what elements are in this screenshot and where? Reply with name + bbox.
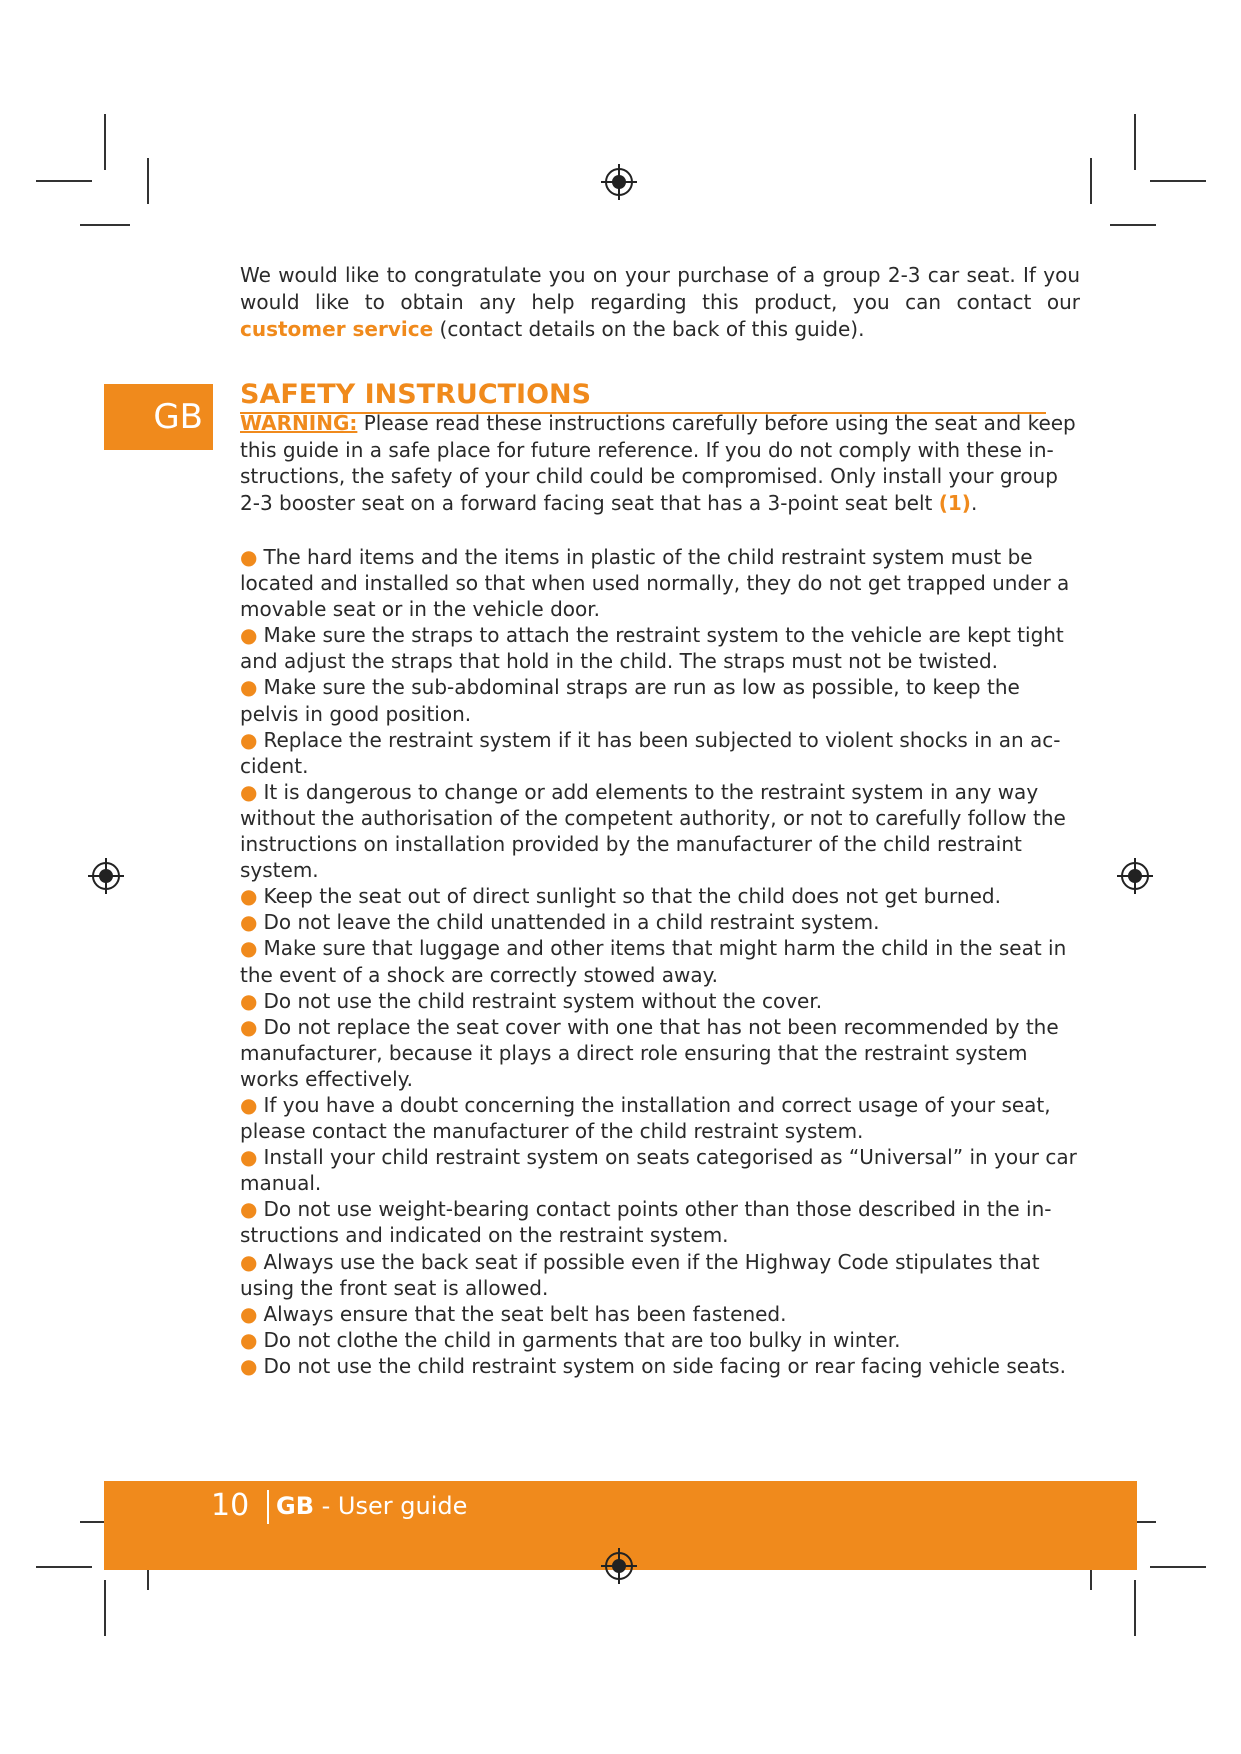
registration-mark-icon [88, 858, 124, 894]
list-item [240, 935, 1080, 987]
list-item-text: Always use the back seat if possible even if the Highway Code stipulates that using the front seat is allowed. [240, 1249, 1040, 1300]
list-item [240, 1301, 1080, 1327]
footer-label [276, 1488, 467, 1524]
bullet-icon: ● [240, 936, 258, 961]
list-item-text: Do not use the child restraint system on side facing or rear facing vehicle seats. [263, 1353, 1066, 1378]
bullet-icon: ● [240, 1249, 258, 1274]
list-item [240, 1196, 1080, 1248]
customer-service-link[interactable]: customer service [240, 317, 434, 341]
crop-mark [1090, 158, 1092, 204]
list-item [240, 779, 1080, 883]
list-item-text: Do not leave the child unattended in a child restraint system. [263, 910, 880, 935]
list-item-text: Do not use the child restraint system without the cover. [263, 988, 823, 1013]
list-item [240, 988, 1080, 1014]
list-item [240, 909, 1080, 935]
crop-mark [1110, 224, 1156, 226]
list-item-text: Always ensure that the seat belt has been fastened. [263, 1301, 787, 1326]
bullet-icon: ● [240, 779, 258, 804]
list-item [240, 622, 1080, 674]
crop-mark [1134, 114, 1136, 170]
crop-mark [104, 114, 106, 170]
footer-title: - User guide [314, 1492, 468, 1520]
crop-mark [36, 180, 92, 182]
crop-mark [1150, 180, 1206, 182]
crop-mark [1134, 1580, 1136, 1636]
list-item [240, 1249, 1080, 1301]
section-title: SAFETY INSTRUCTIONS [240, 378, 1046, 414]
bullet-icon: ● [240, 1327, 258, 1352]
list-item [240, 544, 1080, 622]
list-item-text: Make sure the sub-abdominal straps are run as low as possible, to keep the pelvis in good position. [240, 675, 1020, 726]
list-item [240, 1353, 1080, 1379]
bullet-icon: ● [240, 988, 258, 1013]
list-item-text: Do not use weight-bearing contact points other than those described in the in-structions and indicated on the restraint system. [240, 1197, 1052, 1248]
registration-mark-icon [601, 1548, 637, 1584]
list-item-text: Do not clothe the child in garments that are too bulky in winter. [263, 1327, 901, 1352]
list-item-text: Keep the seat out of direct sunlight so that the child does not get burned. [263, 884, 1001, 909]
registration-mark-icon [1117, 858, 1153, 894]
footer-lang: GB [276, 1492, 314, 1520]
bullet-icon: ● [240, 910, 258, 935]
list-item-text: Make sure the straps to attach the restraint system to the vehicle are kept tight and adjust the straps that hold in the child. The straps must not be twisted. [240, 623, 1064, 674]
list-item-text: The hard items and the items in plastic of the child restraint system must be located and installed so that when used normally, they do not get trapped under a movable seat or in the vehicle door. [240, 545, 1070, 622]
bullet-icon: ● [240, 623, 258, 648]
list-item [240, 674, 1080, 726]
list-item [240, 1327, 1080, 1353]
bullet-icon: ● [240, 1197, 258, 1222]
warning-paragraph [240, 410, 1080, 516]
bullet-icon: ● [240, 727, 258, 752]
bullet-icon: ● [240, 1301, 258, 1326]
bullet-icon: ● [240, 1353, 258, 1378]
crop-mark [104, 1580, 106, 1636]
bullet-icon: ● [240, 1092, 258, 1117]
bullet-icon: ● [240, 545, 258, 569]
warning-label: WARNING: [240, 411, 358, 435]
bullet-icon: ● [240, 1145, 258, 1170]
bullet-icon: ● [240, 1014, 258, 1039]
list-item [240, 1092, 1080, 1144]
registration-mark-icon [601, 164, 637, 200]
list-item-text: Do not replace the seat cover with one that has not been recommended by the manufacturer, because it plays a direct role ensuring that the restraint system works effectively. [240, 1014, 1059, 1091]
list-item [240, 1014, 1080, 1092]
list-item-text: It is dangerous to change or add elements to the restraint system in any way without the authorisation of the competent authority, or not to carefully follow the instructions on installation provided by the manufacturer of the child restraint system. [240, 779, 1066, 883]
intro-paragraph [240, 262, 1080, 343]
list-item-text: If you have a doubt concerning the installation and correct usage of your seat, please contact the manufacturer of the child restraint system. [240, 1092, 1051, 1144]
language-tab: GB [104, 384, 213, 450]
crop-mark [147, 158, 149, 204]
page-number: 10 [211, 1488, 250, 1523]
figure-reference: (1) [938, 490, 971, 515]
list-item-text: Install your child restraint system on seats categorised as “Universal” in your car manual. [240, 1145, 1077, 1196]
warning-end: . [970, 490, 978, 515]
crop-mark [80, 224, 130, 226]
bullet-icon: ● [240, 884, 258, 909]
bullet-icon: ● [240, 675, 258, 700]
list-item [240, 883, 1080, 909]
intro-text: We would like to congratulate you on your purchase of a group 2-3 car seat. If you would like to obtain any help regarding this product, you can contact our [240, 263, 1080, 314]
list-item-text: Replace the restraint system if it has been subjected to violent shocks in an ac-cident. [240, 727, 1061, 778]
footer-divider [267, 1490, 269, 1524]
safety-list [240, 544, 1080, 1379]
crop-mark [36, 1566, 92, 1568]
list-item-text: Make sure that luggage and other items that might harm the child in the seat in the event of a shock are correctly stowed away. [240, 936, 1067, 987]
list-item [240, 1144, 1080, 1196]
intro-text-end: (contact details on the back of this guide). [433, 317, 865, 341]
warning-text: Please read these instructions carefully before using the seat and keep this guide in a safe place for future reference. If you do not comply with these in-structions, the safety of your child could be compromised. Only install your group 2-3 booster seat on a forward facing seat that has a 3-point seat belt [240, 411, 1076, 515]
crop-mark [1150, 1566, 1206, 1568]
list-item [240, 727, 1080, 779]
